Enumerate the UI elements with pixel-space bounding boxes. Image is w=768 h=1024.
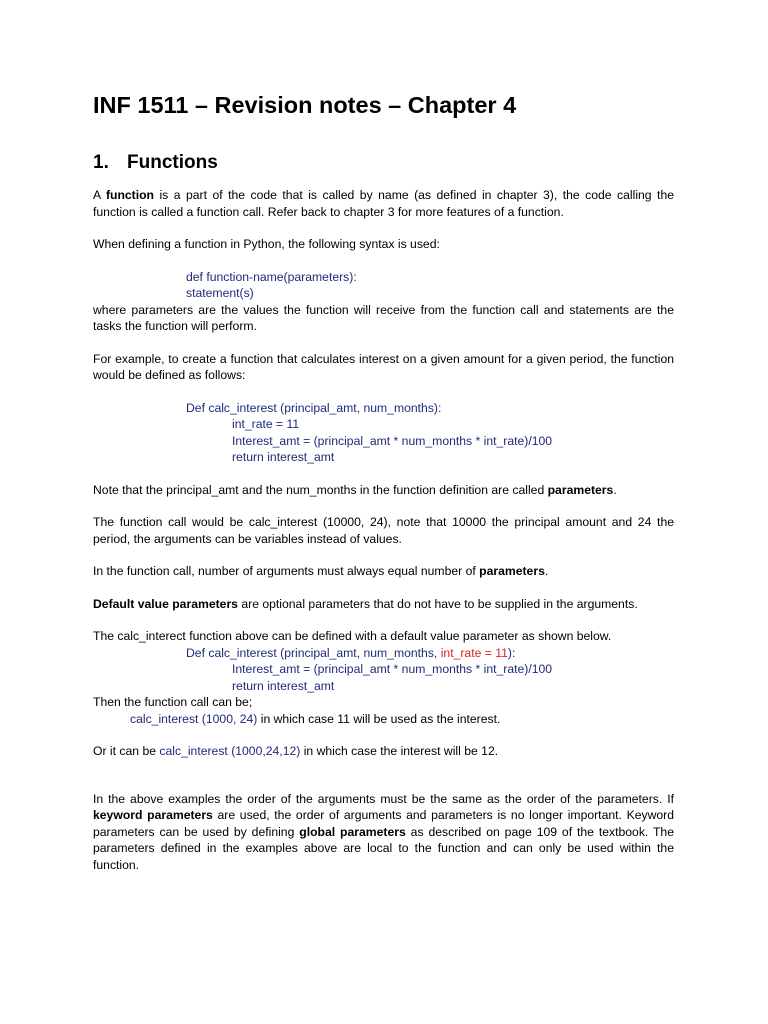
code-line: return interest_amt	[232, 450, 335, 464]
document-body	[93, 88, 674, 873]
code-example-1	[93, 400, 674, 466]
code-line: Def calc_interest (principal_amt, num_months):	[186, 400, 442, 415]
paragraph-call-intro: Then the function call can be;	[93, 695, 253, 709]
paragraph-keyword-parameters: In the above examples the order of the arguments must be the same as the order of the parameters. If keyword parameters are used, the order of arguments and parameters is no longer important. Keyword parameters can be used by defining global parameters as described on page 109 of the textbook. The parameters defined in the examples above are local to the function and can only be used within the function.	[93, 791, 674, 872]
document-title: INF 1511 – Revision notes – Chapter 4	[93, 92, 517, 118]
paragraph-syntax-intro: When defining a function in Python, the following syntax is used:	[93, 237, 440, 251]
paragraph-default-example-intro: The calc_interect function above can be defined with a default value parameter as shown below.	[93, 629, 612, 643]
code-example-2	[93, 645, 674, 695]
syntax-block	[93, 269, 674, 302]
section-title: Functions	[127, 152, 218, 173]
paragraph-argument-count: In the function call, number of arguments must always equal number of parameters.	[93, 564, 549, 578]
paragraph-parameters-explained: where parameters are the values the function will receive from the function call and statements are the tasks the function will perform.	[93, 302, 674, 333]
paragraph-function-call: The function call would be calc_interest (10000, 24), note that 10000 the principal amount and 24 the period, the arguments can be variables instead of values.	[93, 515, 674, 546]
syntax-line-statement: statement(s)	[186, 286, 254, 300]
code-line: int_rate = 11	[232, 417, 300, 431]
code-line: Interest_amt = (principal_amt * num_months * int_rate)/100	[232, 662, 553, 676]
section-heading	[93, 149, 674, 177]
code-line: Def calc_interest (principal_amt, num_months, int_rate = 11):	[186, 645, 516, 660]
paragraph-example-intro: For example, to create a function that calculates interest on a given amount for a given period, the function would be defined as follows:	[93, 351, 674, 382]
code-line: return interest_amt	[232, 678, 335, 693]
call-example-1: calc_interest (1000, 24) in which case 11 will be used as the interest.	[130, 711, 501, 726]
paragraph-function-definition: A function is a part of the code that is called by name (as defined in chapter 3), the code calling the function is called a function call. Refer back to chapter 3 for more features of a function.	[93, 188, 675, 219]
section-number: 1.	[93, 152, 109, 173]
default-parameter: int_rate = 11	[440, 645, 508, 660]
term-function: function	[105, 188, 154, 202]
syntax-line-def: def function-name(parameters):	[186, 269, 357, 284]
paragraph-default-values: Default value parameters are optional parameters that do not have to be supplied in the arguments.	[93, 596, 638, 611]
paragraph-parameters-note: Note that the principal_amt and the num_months in the function definition are called parameters.	[93, 482, 617, 497]
paragraph-call-example-2: Or it can be calc_interest (1000,24,12) in which case the interest will be 12.	[93, 744, 499, 758]
code-line: Interest_amt = (principal_amt * num_months * int_rate)/100	[232, 433, 553, 448]
